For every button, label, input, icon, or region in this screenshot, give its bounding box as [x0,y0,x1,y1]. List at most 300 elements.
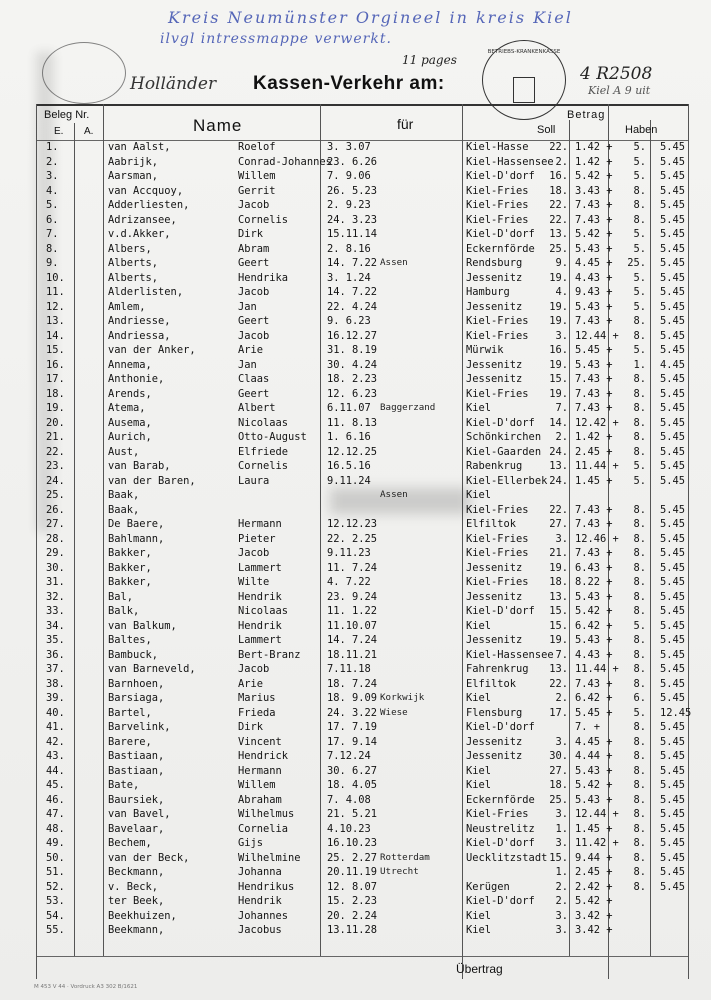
row-soll-amount: 4.45 + [575,735,613,748]
row-place: Kiel-D'dorf [466,605,535,617]
row-number: 18. [46,387,65,400]
row-number: 52. [46,880,65,893]
row-soll-amount: 7.43 + [575,677,613,690]
row-surname: De Baere, [108,518,165,530]
row-place: Neustrelitz [466,822,535,835]
row-date: 12. 8.07 [327,880,378,893]
row-haben-amount: 5.45 [660,344,686,356]
row-given-name: Arie [238,677,264,690]
row-haben-day: 8. [633,764,646,777]
row-haben-day: 8. [633,808,646,820]
row-soll-amount: 7.43 + [575,199,613,211]
row-soll-amount: 1.42 + [575,155,613,168]
row-haben-day: 8. [633,387,646,400]
row-haben-day: 5. [633,155,646,168]
row-number: 40. [46,706,65,719]
row-place: Kiel [466,619,492,632]
row-place: Kiel-Fries [466,199,529,211]
row-given-name: Hendrik [238,590,282,603]
row-soll-amount: 6.43 + [575,561,613,574]
row-given-name: Gerrit [238,184,276,197]
row-surname: van Bavel, [108,808,171,820]
row-place: Jessenitz [466,373,523,385]
row-soll-amount: 5.43 + [575,793,613,806]
row-soll-day: 2. [555,895,568,907]
row-number: 20. [46,416,65,429]
row-surname: Aabrijk, [108,155,159,168]
row-surname: van Barab, [108,460,171,472]
row-date: 6.11.07 [327,402,371,414]
row-fur: Rotterdam [380,851,430,863]
row-soll-amount: 9.44 + [575,851,613,864]
row-date: 3. 3.07 [327,141,371,153]
row-surname: v.d.Akker, [108,228,171,240]
row-date: 9. 6.23 [327,315,371,327]
row-given-name: Hermann [238,764,282,777]
row-haben-amount: 5.45 [660,793,686,806]
row-haben-amount: 5.45 [660,619,686,632]
row-surname: Balk, [108,605,140,617]
row-haben-day: 5. [633,228,646,240]
row-given-name: Lammert [238,561,282,574]
row-haben-amount: 5.45 [660,851,686,864]
row-soll-day: 2. [555,692,568,704]
row-number: 51. [46,866,65,878]
row-place: Kiel [466,764,492,777]
row-soll-day: 7. [555,402,568,414]
row-place: Jessenitz [466,750,523,762]
row-haben-day: 5. [633,271,646,284]
row-soll-day: 13. [549,228,568,240]
row-place: Kiel-D'dorf [466,721,535,733]
row-number: 50. [46,851,65,864]
row-soll-amount: 12.44 + [575,808,619,820]
row-soll-amount: 3.42 + [575,924,613,936]
row-given-name: Geert [238,257,270,269]
form-footer: M 453 V 44 · Vordruck A3 302 B/1621 [34,984,138,990]
row-place: Jessenitz [466,735,523,748]
row-soll-amount: 5.42 + [575,895,613,907]
stamp-emblem-icon [513,77,535,103]
row-given-name: Gijs [238,837,264,849]
row-place: Kiel [466,924,492,936]
row-surname: Barnhoen, [108,677,165,690]
row-date: 14. 7.22 [327,257,378,269]
row-date: 21. 5.21 [327,808,378,820]
row-surname: Arends, [108,387,152,400]
header-a: A. [84,126,94,137]
row-date: 24. 3.22 [327,706,378,719]
row-date: 2. 9.23 [327,199,371,211]
row-place: Rendsburg [466,257,523,269]
row-soll-amount: 2.45 + [575,445,613,458]
row-given-name: Hendrikus [238,880,295,893]
row-haben-amount: 5.45 [660,735,686,748]
row-haben-amount: 5.45 [660,402,686,414]
row-surname: Bambuck, [108,648,159,661]
row-haben-day: 5. [633,170,646,182]
row-soll-day: 3. [555,808,568,820]
row-soll-day: 19. [549,271,568,284]
row-given-name: Geert [238,315,270,327]
row-surname: Bastiaan, [108,750,165,762]
footer-rule [36,956,688,957]
row-date: 7. 4.08 [327,793,371,806]
row-given-name: Wilhelmus [238,808,295,820]
row-soll-day: 19. [549,387,568,400]
row-place: Kiel [466,692,492,704]
row-date: 18.11.21 [327,648,378,661]
row-haben-day: 5. [633,474,646,487]
stamp-text: BETRIEBS-KRANKENKASSE [487,49,561,55]
row-soll-amount: 6.42 + [575,619,613,632]
row-soll-day: 14. [549,416,568,429]
row-surname: Bakker, [108,561,152,574]
row-haben-amount: 5.45 [660,779,686,791]
row-date: 9.11.23 [327,547,371,559]
company-stamp [482,40,566,120]
row-surname: Bakker, [108,576,152,588]
row-given-name: Pieter [238,532,276,545]
row-soll-amount: 11.44 + [575,663,619,675]
row-place: Jessenitz [466,561,523,574]
row-soll-amount: 7.43 + [575,213,613,226]
row-given-name: Jacob [238,286,270,298]
row-place: Kiel-Fries [466,547,529,559]
row-soll-day: 2. [555,155,568,168]
row-haben-amount: 5.45 [660,692,686,704]
row-date: 7.11.18 [327,663,371,675]
row-place: Kiel-Hassensee [466,648,554,661]
row-date: 12. 6.23 [327,387,378,400]
row-surname: Andriesse, [108,315,171,327]
row-haben-amount: 5.45 [660,605,686,617]
row-soll-amount: 1.42 + [575,431,613,443]
row-number: 27. [46,518,65,530]
row-soll-day: 3. [555,837,568,849]
row-haben-day: 8. [633,880,646,893]
row-given-name: Jacob [238,199,270,211]
row-soll-amount: 12.46 + [575,532,619,545]
row-number: 45. [46,779,65,791]
row-soll-day: 22. [549,213,568,226]
row-haben-day: 8. [633,518,646,530]
row-number: 28. [46,532,65,545]
row-haben-day: 8. [633,315,646,327]
row-soll-amount: 5.42 + [575,779,613,791]
row-given-name: Jacob [238,547,270,559]
row-given-name: Jacobus [238,924,282,936]
row-haben-amount: 5.45 [660,373,686,385]
row-place: Kiel [466,909,492,922]
row-soll-amount: 7. + [575,721,601,733]
row-date: 31. 8.19 [327,344,378,356]
row-surname: Bartel, [108,706,152,719]
row-place: Rabenkrug [466,460,523,472]
row-number: 55. [46,924,65,936]
row-surname: Aust, [108,445,140,458]
row-place: Kiel [466,402,492,414]
row-haben-day: 8. [633,213,646,226]
row-date: 7.12.24 [327,750,371,762]
row-place: Kiel-Fries [466,184,529,197]
row-haben-amount: 5.45 [660,155,686,168]
row-date: 16.5.16 [327,460,371,472]
row-date: 11. 8.13 [327,416,378,429]
row-haben-day: 8. [633,663,646,675]
row-given-name: Jan [238,300,257,313]
row-soll-amount: 5.42 + [575,170,613,182]
row-number: 22. [46,445,65,458]
row-surname: Beekmann, [108,924,165,936]
row-fur: Assen [380,257,408,268]
row-soll-day: 13. [549,460,568,472]
row-date: 16.10.23 [327,837,378,849]
row-haben-day: 8. [633,431,646,443]
row-haben-day: 8. [633,837,646,849]
row-haben-amount: 5.45 [660,677,686,690]
row-place: Hamburg [466,286,510,298]
row-soll-day: 15. [549,373,568,385]
row-number: 6. [46,213,59,226]
row-given-name: Abram [238,242,270,255]
row-date: 4.10.23 [327,822,371,835]
row-date: 14. 7.24 [327,634,378,646]
row-soll-day: 19. [549,561,568,574]
row-number: 42. [46,735,65,748]
row-date: 18. 9.09 [327,692,378,704]
row-number: 34. [46,619,65,632]
row-number: 17. [46,373,65,385]
row-haben-amount: 5.45 [660,170,686,182]
row-number: 46. [46,793,65,806]
row-number: 4. [46,184,59,197]
row-haben-amount: 5.45 [660,315,686,327]
row-haben-day: 8. [633,866,646,878]
row-surname: Alderlisten, [108,286,184,298]
row-soll-amount: 5.42 + [575,605,613,617]
row-haben-amount: 5.45 [660,184,686,197]
row-date: 4. 7.22 [327,576,371,588]
row-haben-day: 8. [633,532,646,545]
row-haben-day: 8. [633,373,646,385]
row-given-name: Dirk [238,721,264,733]
row-surname: ter Beek, [108,895,165,907]
row-haben-amount: 5.45 [660,518,686,530]
row-surname: Albers, [108,242,152,255]
row-given-name: Marius [238,692,276,704]
row-number: 49. [46,837,65,849]
row-soll-day: 1. [555,822,568,835]
row-place: Kiel-Fries [466,213,529,226]
row-place: Jessenitz [466,634,523,646]
row-soll-amount: 1.42 + [575,141,613,153]
row-surname: Baltes, [108,634,152,646]
row-number: 2. [46,155,59,168]
row-surname: Barere, [108,735,152,748]
row-given-name: Cornelia [238,822,289,835]
row-surname: Atema, [108,402,146,414]
row-soll-amount: 7.43 + [575,503,613,516]
row-given-name: Dirk [238,228,264,240]
row-surname: Bahlmann, [108,532,165,545]
faded-stamp [42,42,126,104]
row-number: 15. [46,344,65,356]
row-surname: van der Baren, [108,474,196,487]
row-number: 53. [46,895,65,907]
row-place: Flensburg [466,706,523,719]
row-place: Schönkirchen [466,431,542,443]
row-place: Elfiltok [466,518,517,530]
row-soll-day: 13. [549,590,568,603]
row-haben-amount: 4.45 [660,358,686,371]
row-soll-day: 22. [549,141,568,153]
row-given-name: Otto-August [238,431,307,443]
row-place: Kiel-D'dorf [466,837,535,849]
row-surname: van der Anker, [108,344,196,356]
row-haben-day: 8. [633,402,646,414]
row-haben-day: 8. [633,184,646,197]
row-haben-amount: 5.45 [660,808,686,820]
row-haben-amount: 5.45 [660,416,686,429]
row-place: Kiel-Gaarden [466,445,542,458]
row-haben-amount: 5.45 [660,866,686,878]
row-number: 31. [46,576,65,588]
row-given-name: Wilhelmine [238,851,301,864]
row-haben-amount: 5.45 [660,213,686,226]
row-date: 17. 9.14 [327,735,378,748]
row-haben-amount: 5.45 [660,445,686,458]
row-soll-day: 27. [549,518,568,530]
row-place: Jessenitz [466,590,523,603]
row-soll-day: 2. [555,880,568,893]
row-date: 2. 8.16 [327,242,371,255]
row-haben-amount: 5.45 [660,634,686,646]
row-date: 20. 2.24 [327,909,378,922]
row-soll-day: 19. [549,634,568,646]
row-haben-day: 8. [633,605,646,617]
row-haben-day: 8. [633,416,646,429]
row-haben-day: 5. [633,706,646,719]
row-given-name: Wilte [238,576,270,588]
handwritten-note-line2: ilvgl intressmappe verwerkt. [160,31,392,47]
row-soll-amount: 5.43 + [575,764,613,777]
row-haben-amount: 5.45 [660,257,686,269]
row-soll-day: 16. [549,344,568,356]
row-haben-day: 5. [633,141,646,153]
row-haben-amount: 5.45 [660,286,686,298]
row-soll-day: 18. [549,184,568,197]
row-number: 25. [46,489,65,501]
row-soll-day: 3. [555,909,568,922]
row-given-name: Laura [238,474,270,487]
row-date: 23. 9.24 [327,590,378,603]
row-soll-day: 24. [549,474,568,487]
row-haben-day: 5. [633,460,646,472]
row-surname: Bechem, [108,837,152,849]
row-surname: Anthonie, [108,373,165,385]
row-surname: Beekhuizen, [108,909,177,922]
row-date: 15.11.14 [327,228,378,240]
row-number: 44. [46,764,65,777]
row-date: 24. 3.23 [327,213,378,226]
row-surname: Baursiek, [108,793,165,806]
row-surname: Alberts, [108,271,159,284]
row-number: 21. [46,431,65,443]
row-haben-amount: 5.45 [660,561,686,574]
row-place: Kiel-Hasse [466,141,529,153]
row-surname: Aurich, [108,431,152,443]
row-soll-day: 27. [549,764,568,777]
row-date: 23. 6.26 [327,155,378,168]
row-date: 1. 6.16 [327,431,371,443]
row-haben-amount: 5.45 [660,503,686,516]
row-place: Kiel-D'dorf [466,228,535,240]
row-soll-day: 7. [555,648,568,661]
row-number: 41. [46,721,65,733]
row-soll-amount: 3.42 + [575,909,613,922]
row-haben-day: 5. [633,344,646,356]
row-soll-day: 9. [555,257,568,269]
header-name: Name [193,116,243,135]
row-place: Kiel-D'dorf [466,416,535,429]
row-place: Kiel [466,779,492,791]
row-place: Kiel-Fries [466,576,529,588]
row-haben-day: 8. [633,793,646,806]
row-place: Kiel-Fries [466,329,529,342]
row-date: 12.12.23 [327,518,378,530]
row-given-name: Elfriede [238,445,289,458]
row-soll-amount: 12.44 + [575,329,619,342]
row-soll-amount: 7.43 + [575,387,613,400]
row-number: 36. [46,648,65,661]
row-number: 38. [46,677,65,690]
row-soll-day: 30. [549,750,568,762]
row-number: 26. [46,503,65,516]
row-surname: Bal, [108,590,134,603]
row-number: 29. [46,547,65,559]
row-soll-amount: 5.42 + [575,228,613,240]
row-haben-amount: 5.45 [660,576,686,588]
handwritten-reference: 4 R2508 [580,64,653,84]
row-surname: Adderliesten, [108,199,190,211]
row-soll-day: 1. [555,866,568,878]
row-soll-amount: 5.45 + [575,706,613,719]
row-place: Eckernförde [466,242,535,255]
row-haben-day: 8. [633,822,646,835]
header-top-rule [36,104,688,106]
row-date: 15. 2.23 [327,895,378,907]
row-number: 1. [46,141,59,153]
row-haben-day: 8. [633,547,646,559]
row-haben-amount: 5.45 [660,837,686,849]
row-surname: van Accquoy, [108,184,184,197]
row-soll-day: 22. [549,503,568,516]
row-haben-day: 8. [633,648,646,661]
row-surname: v. Beck, [108,880,159,893]
row-soll-day: 19. [549,300,568,313]
row-given-name: Cornelis [238,460,289,472]
row-date: 11.10.07 [327,619,378,632]
header-soll: Soll [537,124,556,136]
row-number: 54. [46,909,65,922]
row-soll-day: 21. [549,547,568,559]
row-place: Kiel-Fries [466,808,529,820]
row-surname: van Balkum, [108,619,177,632]
row-haben-day: 6. [633,692,646,704]
row-soll-amount: 5.43 + [575,634,613,646]
row-soll-amount: 4.43 + [575,271,613,284]
